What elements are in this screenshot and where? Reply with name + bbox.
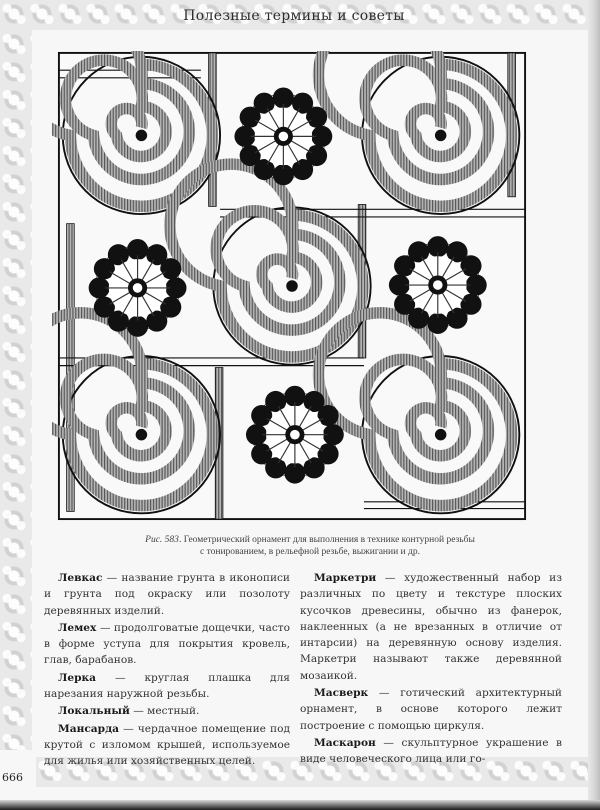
glossary-entry: [300, 570, 562, 684]
glossary-definition: — название грунта в иконописи и грунта под окраску или позолоту деревянных изделий.: [44, 572, 290, 617]
figure-caption: [100, 534, 520, 558]
glossary-definition: — чердачное помещение под крутой с изломом крышей, используемое для жилья или хозяйственных целей.: [44, 722, 290, 768]
glossary-entry: [44, 570, 290, 619]
glossary-term: Маскарон: [314, 736, 376, 749]
glossary-term: Масверк: [314, 687, 369, 700]
glossary-definition: — скульптурное украшение в виде человеческого лица или го-: [300, 736, 562, 766]
glossary-column-left: [44, 570, 290, 771]
glossary-entry: [300, 735, 562, 768]
glossary-entry: [44, 620, 290, 669]
glossary-definition: — художественный набор из различных по цвету и текстуре плоских кусочков древесины, обычно из фанерок, наклеенных (а не врезанных в отличие от интарсии) на деревянную основу изделия. Маркетри называют также деревянной мозаикой.: [300, 572, 562, 682]
glossary-definition: — готический архитектурный орнамент, в основе которого лежит построение с помощью циркуля.: [300, 687, 562, 732]
glossary-term: Локальный: [58, 705, 130, 718]
glossary-definition: — местный.: [129, 705, 200, 718]
glossary-entry: [300, 685, 562, 734]
page-edge: [588, 0, 600, 810]
ornament-figure: [52, 51, 532, 521]
caption-line-2: с тонированием, в рельефной резьбе, выжигании и др.: [200, 547, 420, 557]
glossary-entry: [44, 721, 290, 770]
glossary-term: Лерка: [58, 671, 97, 684]
glossary-term: Мансарда: [58, 722, 119, 735]
glossary-definition: — круглая плашка для нарезания наружной резьбы.: [44, 671, 290, 701]
glossary-term: Маркетри: [314, 572, 377, 584]
glossary-term: Лемех: [58, 621, 97, 634]
page-number: 666: [2, 771, 23, 784]
glossary-column-right: [300, 570, 562, 769]
glossary-term: Левкас: [58, 572, 103, 584]
lace-border-left: [0, 30, 32, 750]
glossary-entry: [44, 670, 290, 703]
glossary-definition: — продолговатые дощечки, часто в форме уступа для покрытия кровель, глав, барабанов.: [44, 621, 290, 667]
figure-label: Рис. 583: [145, 535, 179, 545]
page-bottom-shadow: [0, 800, 600, 810]
ornament-drawing: [52, 51, 532, 521]
caption-line-1: . Геометрический орнамент для выполнения в технике контурной резьбы: [178, 535, 475, 545]
glossary-entry: [44, 703, 290, 719]
running-head: Полезные термины и советы: [183, 8, 405, 24]
